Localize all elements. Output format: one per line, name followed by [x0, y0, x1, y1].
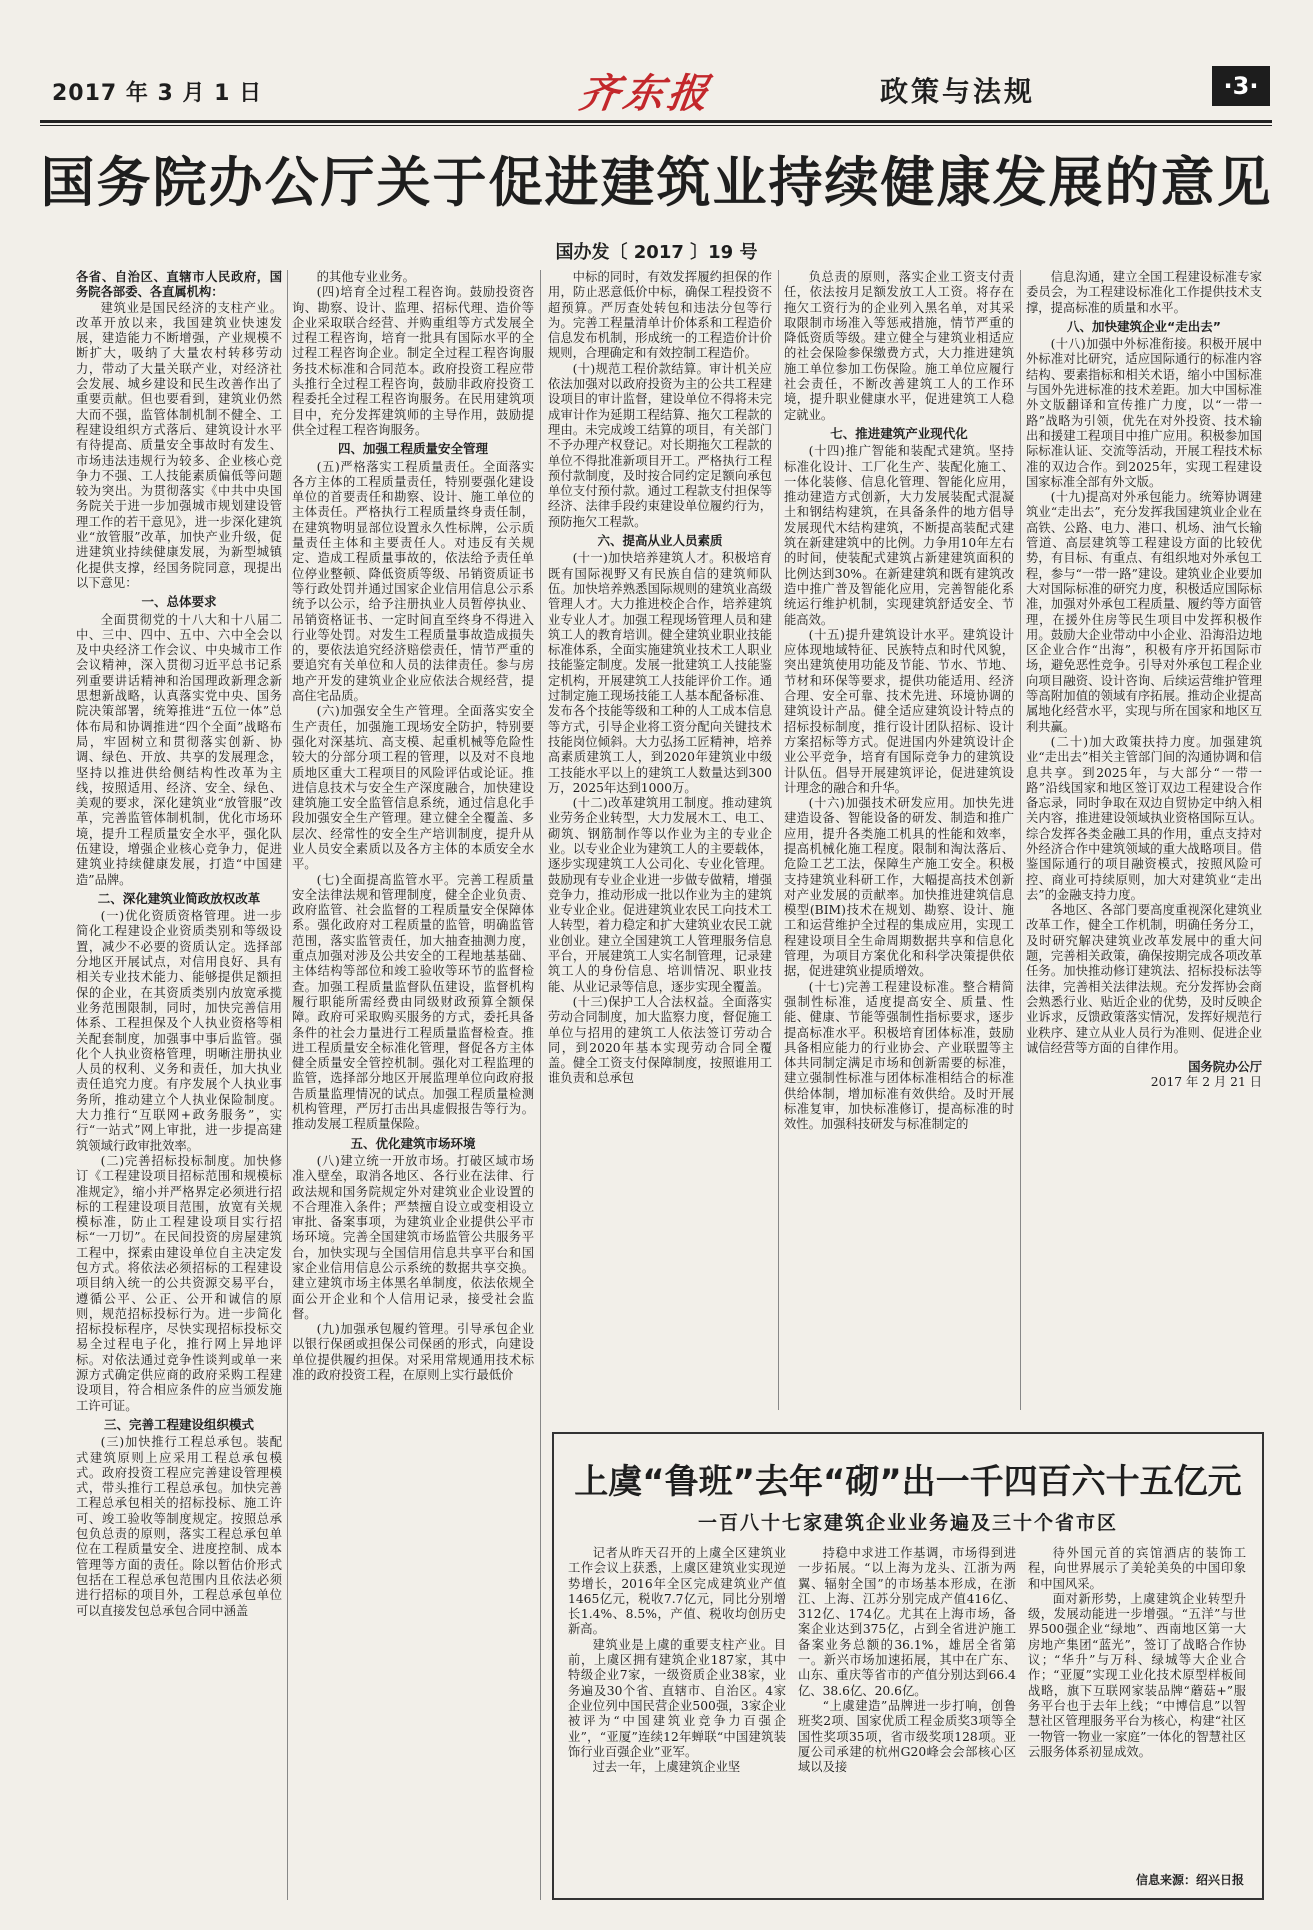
feature-column-2: [798, 1546, 1016, 1890]
section-title: 政策与法规: [880, 75, 1036, 108]
paragraph: (十)规范工程价款结算。审计机关应依法加强对以政府投资为主的公共工程建设项目的审计监督，建设单位不得将未完成审计作为延期工程结算、拖欠工程款的理由。未完成竣工结算的项目，有关部门不予办理产权登记。对长期拖欠工程款的单位不得批准新项目开工。严格执行工程预付款制度，及时按合同约定足额向承包单位支付预付款。通过工程款支付担保等经济、法律手段约束建设单位履约行为，预防拖欠工程款。: [548, 361, 772, 529]
feature-column-3: [1028, 1546, 1246, 1890]
section-heading: 六、提高从业人员素质: [597, 533, 723, 549]
paragraph: 持稳中求进工作基调，市场得到进一步拓展。“以上海为龙头、江浙为两翼、辐射全国”的市场基本形成，在浙江、上海、江苏分别完成产值416亿、312亿、174亿。尤其在上海市场，备案企业达到375亿，占到全省进沪施工备案业务总额的36.1%，雄居全省第一。新兴市场加速拓展，其中在广东、山东、重庆等省市的产值分别达到66.4亿、38.6亿、20.6亿。: [798, 1546, 1016, 1698]
column-divider: [540, 270, 541, 1900]
paragraph: (七)全面提高监管水平。完善工程质量安全法律法规和管理制度，健全企业负责、政府监管、社会监督的工程质量安全保障体系。强化政府对工程质量的监管，明确监管范围，落实监管责任，加大抽查抽测力度，重点加强对涉及公共安全的工程地基基础、主体结构等部位和竣工验收等环节的监督检查。加强工程质量监督队伍建设，监督机构履行职能所需经费由同级财政预算全额保障。政府可采取购买服务的方式，委托具备条件的社会力量进行工程质量监督检查。推进工程质量安全标准化管理，督促各方主体健全质量安全管控机制。强化对工程监理的监管，选择部分地区开展监理单位向政府报告质量监理情况的试点。加强工程质量检测机构管理，严厉打击出具虚假报告等行为。推动发展工程质量保险。: [292, 872, 534, 1132]
paragraph: 中标的同时，有效发挥履约担保的作用，防止恶意低价中标，确保工程投资不超预算。严厉查处转包和违法分包等行为。完善工程量清单计价体系和工程造价信息发布机制，形成统一的工程造价计价规则，合理确定和有效控制工程造价。: [548, 270, 772, 361]
header-rule: [40, 120, 1272, 123]
paragraph: (三)加快推行工程总承包。装配式建筑原则上应采用工程总承包模式。政府投资工程应完善建设管理模式，带头推行工程总承包。加快完善工程总承包相关的招标投标、施工许可、竣工验收等制度规定。按照总承包负总责的原则，落实工程总承包单位在工程质量安全、进度控制、成本管理等方面的责任。除以暂估价形式包括在工程总承包范围内且依法必须进行招标的项目外，工程总承包单位可以直接发包总承包合同中涵盖: [76, 1435, 282, 1618]
paragraph: (十一)加快培养建筑人才。积极培育既有国际视野又有民族自信的建筑师队伍。加快培养熟悉国际规则的建筑业高级管理人才。大力推进校企合作，培养建筑业专业人才。加强工程现场管理人员和建筑工人的教育培训。健全建筑业职业技能标准体系，全面实施建筑业技术工人职业技能鉴定制度。发展一批建筑工人技能鉴定机构，开展建筑工人技能评价工作。通过制定施工现场技能工人基本配备标准、发布各个技能等级和工种的人工成本信息等方式，引导企业将工资分配向关键技术技能岗位倾斜。大力弘扬工匠精神，培养高素质建筑工人，到2020年建筑业中级工技能水平以上的建筑工人数量达到300万，2025年达到1000万。: [548, 551, 772, 795]
paragraph: 信息沟通，建立全国工程建设标准专家委员会，为工程建设标准化工作提供技术支撑，提高标准的质量和水平。: [1026, 270, 1262, 315]
article-headline: 国务院办公厅关于促进建筑业持续健康发展的意见: [40, 151, 1273, 214]
paragraph: (十二)改革建筑用工制度。推动建筑业劳务企业转型，大力发展木工、电工、砌筑、钢筋制作等以作业为主的专业企业。以专业企业为建筑工人的主要载体，逐步实现建筑工人公司化、专业化管理。鼓励现有专业企业进一步做专做精，增强竞争力，推动形成一批以作业为主的建筑业专业企业。促进建筑业农民工向技术工人转型，着力稳定和扩大建筑业农民工就业创业。建立全国建筑工人管理服务信息平台，开展建筑工人实名制管理，记录建筑工人的身份信息、培训情况、职业技能、从业记录等信息，逐步实现全覆盖。: [548, 796, 772, 994]
column-divider: [778, 270, 779, 1410]
paragraph: 负总责的原则，落实企业工资支付责任，依法按月足额发放工人工资。将存在拖欠工资行为的企业列入黑名单，对其采取限制市场准入等惩戒措施，情节严重的降低资质等级。建立健全与建筑业相适应的社会保险参保缴费方式，大力推进建筑施工单位参加工伤保险。施工单位应履行社会责任，不断改善建筑工人的工作环境，提升职业健康水平，促进建筑工人稳定就业。: [784, 270, 1014, 422]
article-column-2: [292, 270, 534, 1910]
paragraph: 建筑业是国民经济的支柱产业。改革开放以来，我国建筑业快速发展，建造能力不断增强，产业规模不断扩大，吸纳了大量农村转移劳动力，带动了大量关联产业，对经济社会发展、城乡建设和民生改善作出了重要贡献。但也要看到，建筑业仍然大而不强，监管体制机制不健全、工程建设组织方式落后、建筑设计水平有待提高、质量安全事故时有发生、市场违法违规行为较多、企业核心竞争力不强、工人技能素质偏低等问题较为突出。为贯彻落实《中共中央国务院关于进一步加强城市规划建设管理工作的若干意见》，进一步深化建筑业“放管服”改革，加快产业升级，促进建筑业持续健康发展，为新型城镇化提供支撑，经国务院同意，现提出以下意见：: [76, 300, 282, 590]
issue-date: 2017 年 3 月 1 日: [52, 81, 263, 106]
paragraph: (十三)保护工人合法权益。全面落实劳动合同制度，加大监察力度，督促施工单位与招用的建筑工人依法签订劳动合同，到2020年基本实现劳动合同全覆盖。健全工资支付保障制度，按照谁用工谁负责和总承包: [548, 994, 772, 1086]
header-rule-thin: [40, 125, 1272, 126]
section-heading: 八、加快建筑企业“走出去”: [1067, 318, 1221, 334]
article-column-1: [76, 270, 282, 1910]
column-divider: [287, 270, 288, 1900]
paragraph: (十八)加强中外标准衔接。积极开展中外标准对比研究，适应国际通行的标准内容结构、要素指标和相关术语，缩小中国标准与国外先进标准的技术差距。加大中国标准外文版翻译和宣传推广力度，以“一带一路”战略为引领，优先在对外投资、技术输出和援建工程项目中推广应用。积极参加国际标准认证、交流等活动，开展工程技术标准的双边合作。到2025年，实现工程建设国家标准全部有外文版。: [1026, 337, 1262, 489]
paragraph: (十四)推广智能和装配式建筑。坚持标准化设计、工厂化生产、装配化施工、一体化装修、信息化管理、智能化应用，推动建造方式创新，大力发展装配式混凝土和钢结构建筑，在具备条件的地方倡导发展现代木结构建筑，不断提高装配式建筑在新建建筑中的比例。力争用10年左右的时间，使装配式建筑占新建建筑面积的比例达到30%。在新建建筑和既有建筑改造中推广普及智能化应用，完善智能化系统运行维护机制，实现建筑舒适安全、节能高效。: [784, 444, 1014, 627]
feature-column-1: [568, 1546, 786, 1890]
paragraph: 各地区、各部门要高度重视深化建筑业改革工作，健全工作机制，明确任务分工，及时研究解决建筑业改革发展中的重大问题，完善相关政策，确保按期完成各项改革任务。加快推动修订建筑法、招标投标法等法律，完善相关法律法规。充分发挥协会商会熟悉行业、贴近企业的优势，及时反映企业诉求，反馈政策落实情况，发挥好规范行业秩序、建立从业人员行为准则、促进企业诚信经营等方面的自律作用。: [1026, 903, 1262, 1055]
paragraph: (十六)加强技术研发应用。加快先进建造设备、智能设备的研发、制造和推广应用，提升各类施工机具的性能和效率，提高机械化施工程度。限制和淘汰落后、危险工艺工法，保障生产施工安全。积极支持建筑业科研工作，大幅提高技术创新对产业发展的贡献率。加快推进建筑信息模型(BIM)技术在规划、勘察、设计、施工和运营维护全过程的集成应用，实现工程建设项目全生命周期数据共享和信息化管理，为项目方案优化和科学决策提供依据，促进建筑业提质增效。: [784, 796, 1014, 979]
article-column-4: [784, 270, 1014, 1410]
paragraph: (四)培育全过程工程咨询。鼓励投资咨询、勘察、设计、监理、招标代理、造价等企业采取联合经营、并购重组等方式发展全过程工程咨询，培育一批具有国际水平的全过程工程咨询企业。制定全过程工程咨询服务技术标准和合同范本。政府投资工程应带头推行全过程工程咨询，鼓励非政府投资工程委托全过程工程咨询服务。在民用建筑项目中，充分发挥建筑师的主导作用，鼓励提供全过程工程咨询服务。: [292, 285, 534, 437]
issuer-signature: 国务院办公厅: [1188, 1060, 1262, 1075]
newspaper-logo: 齐东报: [576, 70, 715, 117]
feature-story-box: [552, 1432, 1264, 1900]
document-number: 国办发〔 2017 〕19 号: [555, 242, 758, 263]
masthead: [40, 62, 1270, 117]
paragraph: (十九)提高对外承包能力。统筹协调建筑业“走出去”，充分发挥我国建筑业企业在高铁、公路、电力、港口、机场、油气长输管道、高层建筑等工程建设方面的比较优势，有目标、有重点、有组织地对外承包工程，参与“一带一路”建设。建筑业企业要加大对国际标准的研究力度，积极适应国际标准，加强对外承包工程质量、履约等方面管理，在援外住房等民生项目中发挥积极作用。鼓励大企业带动中小企业、沿海沿边地区企业合作“出海”，积极有序开拓国际市场，避免恶性竞争。引导对外承包工程企业向项目融资、设计咨询、后续运营维护管理等高附加值的领域有序拓展。推动企业提高属地化经营水平，实现与所在国家和地区互利共赢。: [1026, 490, 1262, 734]
section-heading: 五、优化建筑市场环境: [350, 1135, 476, 1151]
section-heading: 七、推进建筑产业现代化: [830, 425, 968, 441]
article-column-3: [548, 270, 772, 1410]
paragraph: (五)严格落实工程质量责任。全面落实各方主体的工程质量责任，特别要强化建设单位的首要责任和勘察、设计、施工单位的主体责任。严格执行工程质量终身责任制，在建筑物明显部位设置永久性标牌，公示质量责任主体和主要责任人。对违反有关规定、造成工程质量事故的，依法给予责任单位停业整顿、降低资质等级、吊销资质证书等行政处罚并通过国家企业信用信息公示系统予以公示，给予注册执业人员暂停执业、吊销资格证书、一定时间直至终身不得进入行业等处罚。对发生工程质量事故造成损失的，要依法追究经济赔偿责任，情节严重的要追究有关单位和人员的法律责任。参与房地产开发的建筑业企业应依法合规经营，提高住宅品质。: [292, 459, 534, 704]
feature-headline: 上虞“鲁班”去年“砌”出一千四百六十五亿元: [574, 1462, 1242, 1502]
article-column-5: [1026, 270, 1262, 1420]
paragraph: (六)加强安全生产管理。全面落实安全生产责任，加强施工现场安全防护，特别要强化对深基坑、高支模、起重机械等危险性较大的分部分项工程的管理，以及对不良地质地区重大工程项目的风险评估或论证。推进信息技术与安全生产深度融合，加快建设建筑施工安全监管信息系统，通过信息化手段加强安全生产管理。建立健全全覆盖、多层次、经常性的安全生产培训制度，提升从业人员安全素质以及各方主体的本质安全水平。: [292, 704, 534, 872]
paragraph: (十五)提升建筑设计水平。建筑设计应体现地域特征、民族特点和时代风貌，突出建筑使用功能及节能、节水、节地、节材和环保等要求，提供功能适用、经济合理、安全可靠、技术先进、环境协调的建筑设计产品。健全适应建筑设计特点的招标投标制度，推行设计团队招标、设计方案招标等方式。促进国内外建筑设计企业公平竞争，培育有国际竞争力的建筑设计队伍。倡导开展建筑评论，促进建筑设计理念的融合和升华。: [784, 627, 1014, 795]
column-divider: [1020, 270, 1021, 1410]
paragraph: 全面贯彻党的十八大和十八届二中、三中、四中、五中、六中全会以及中央经济工作会议、中央城市工作会议精神，深入贯彻习近平总书记系列重要讲话精神和治国理政新理念新思想新战略，认真落实党中央、国务院决策部署，统筹推进“五位一体”总体布局和协调推进“四个全面”战略布局，牢固树立和贯彻落实创新、协调、绿色、开放、共享的发展理念，坚持以推进供给侧结构性改革为主线，按照适用、经济、安全、绿色、美观的要求，深化建筑业“放管服”改革，完善监管体制机制，优化市场环境，提升工程质量安全水平，强化队伍建设，增强企业核心竞争力，促进建筑业持续健康发展，打造“中国建造”品牌。: [76, 612, 282, 887]
paragraph: 过去一年，上虞建筑企业坚: [592, 1760, 741, 1775]
section-heading: 二、深化建筑业简政放权改革: [97, 890, 261, 906]
paragraph: (八)建立统一开放市场。打破区域市场准入壁垒，取消各地区、各行业在法律、行政法规和国务院规定外对建筑业企业设置的不合理准入条件；严禁擅自设立或变相设立审批、备案事项，为建筑业企业提供公平市场环境。完善全国建筑市场监管公共服务平台，加快实现与全国信用信息共享平台和国家企业信用信息公示系统的数据共享交换。建立建筑市场主体黑名单制度，依法依规全面公开企业和个人信用记录，接受社会监督。: [292, 1153, 534, 1321]
section-heading: 一、总体要求: [141, 594, 217, 610]
paragraph: (一)优化资质资格管理。进一步简化工程建设企业资质类别和等级设置，减少不必要的资质认定。选择部分地区开展试点，对信用良好、具有相关专业技术能力、能够提供足额担保的企业，在其资质类别内放宽承揽业务范围限制，同时，加快完善信用体系、工程担保及个人执业资格等相关配套制度，加强事中事后监管。强化个人执业资格管理，明晰注册执业人员的权利、义务和责任，加大执业责任追究力度。有序发展个人执业事务所，推动建立个人执业保险制度。大力推行“互联网+政务服务”，实行“一站式”网上审批，进一步提高建筑领域行政审批效率。: [76, 909, 282, 1153]
page-number: ·3·: [1212, 66, 1270, 106]
issue-date-signature: 2017 年 2 月 21 日: [1150, 1075, 1262, 1090]
paragraph: (二十)加大政策扶持力度。加强建筑业“走出去”相关主管部门间的沟通协调和信息共享。到2025年，与大部分“一带一路”沿线国家和地区签订双边工程建设合作备忘录，同时争取在双边自贸协定中纳入相关内容，推进建设领域执业资格国际互认。综合发挥各类金融工具的作用，重点支持对外经济合作中建筑领域的重大战略项目。借鉴国际通行的项目融资模式，按照风险可控、商业可持续原则，加大对建筑业“走出去”的金融支持力度。: [1026, 734, 1262, 902]
paragraph: (二)完善招标投标制度。加快修订《工程建设项目招标范围和规模标准规定》，缩小并严格界定必须进行招标的工程建设项目范围，放宽有关规模标准，防止工程建设项目实行招标“一刀切”。在民间投资的房屋建筑工程中，探索由建设单位自主决定发包方式。将依法必须招标的工程建设项目纳入统一的公共资源交易平台，遵循公平、公正、公开和诚信的原则，规范招标投标行为。进一步简化招标投标程序，尽快实现招标投标交易全过程电子化，推行网上异地评标。对依法通过竞争性谈判或单一来源方式确定供应商的政府采购工程建设项目，符合相应条件的应当颁发施工许可证。: [76, 1153, 282, 1413]
section-heading: 三、完善工程建设组织模式: [103, 1416, 254, 1432]
section-heading: 四、加强工程质量安全管理: [337, 441, 488, 457]
paragraph: 的其他专业业务。: [316, 270, 415, 284]
paragraph: “上虞建造”品牌进一步打响，创鲁班奖2项、国家优质工程金质奖3项等全国性奖项35项，省市级奖项128项。亚厦公司承建的杭州G20峰会会部核心区域以及接: [798, 1698, 1016, 1775]
paragraph: 建筑业是上虞的重要支柱产业。目前，上虞区拥有建筑企业187家，其中特级企业7家，一级资质企业38家，业务遍及30个省、直辖市、自治区。4家企业位列中国民营企业500强，3家企业被评为“中国建筑业竞争力百强企业”，“亚厦”连续12年蝉联“中国建筑装饰行业百强企业”亚军。: [568, 1637, 786, 1759]
paragraph: 面对新形势，上虞建筑企业转型升级，发展动能进一步增强。“五洋”与世界500强企业“绿地”、西南地区第一大房地产集团“蓝光”，签订了战略合作协议；“华升”与万科、绿城等大企业合作；“亚厦”实现工业化技术原型样板间战略，旗下互联网家装品牌“蘑菇+”服务平台也于去年上线；“中博信息”以智慧社区管理服务平台为核心，构建“社区一物管一物业一家庭”一体化的智慧社区云服务体系初显成效。: [1028, 1591, 1246, 1759]
paragraph: (九)加强承包履约管理。引导承包企业以银行保函或担保公司保函的形式，向建设单位提供履约担保。对采用常规通用技术标准的政府投资工程，在原则上实行最低价: [292, 1322, 534, 1383]
paragraph: 记者从昨天召开的上虞全区建筑业工作会议上获悉，上虞区建筑业实现逆势增长，2016年全区完成建筑业产值1465亿元，税收7.7亿元，同比分别增长1.4%、8.5%，产值、税收均创历史新高。: [568, 1546, 786, 1637]
feature-subheadline: 一百八十七家建筑企业业务遍及三十个省市区: [697, 1512, 1118, 1534]
paragraph: (十七)完善工程建设标准。整合精简强制性标准，适度提高安全、质量、性能、健康、节能等强制性指标要求，逐步提高标准水平。积极培育团体标准，鼓励具备相应能力的行业协会、产业联盟等主体共同制定满足市场和创新需要的标准，建立强制性标准与团体标准相结合的标准供给体制，增加标准有效供给。及时开展标准复审，加快标准修订，提高标准的时效性。加强科技研发与标准制定的: [784, 979, 1014, 1132]
paragraph: 待外国元首的宾馆酒店的装饰工程，向世界展示了美轮美奂的中国印象和中国风采。: [1028, 1546, 1246, 1591]
source-credit: 信息来源：绍兴日报: [1135, 1873, 1244, 1887]
addressee: 各省、自治区、直辖市人民政府，国务院各部委、各直属机构：: [76, 270, 282, 300]
